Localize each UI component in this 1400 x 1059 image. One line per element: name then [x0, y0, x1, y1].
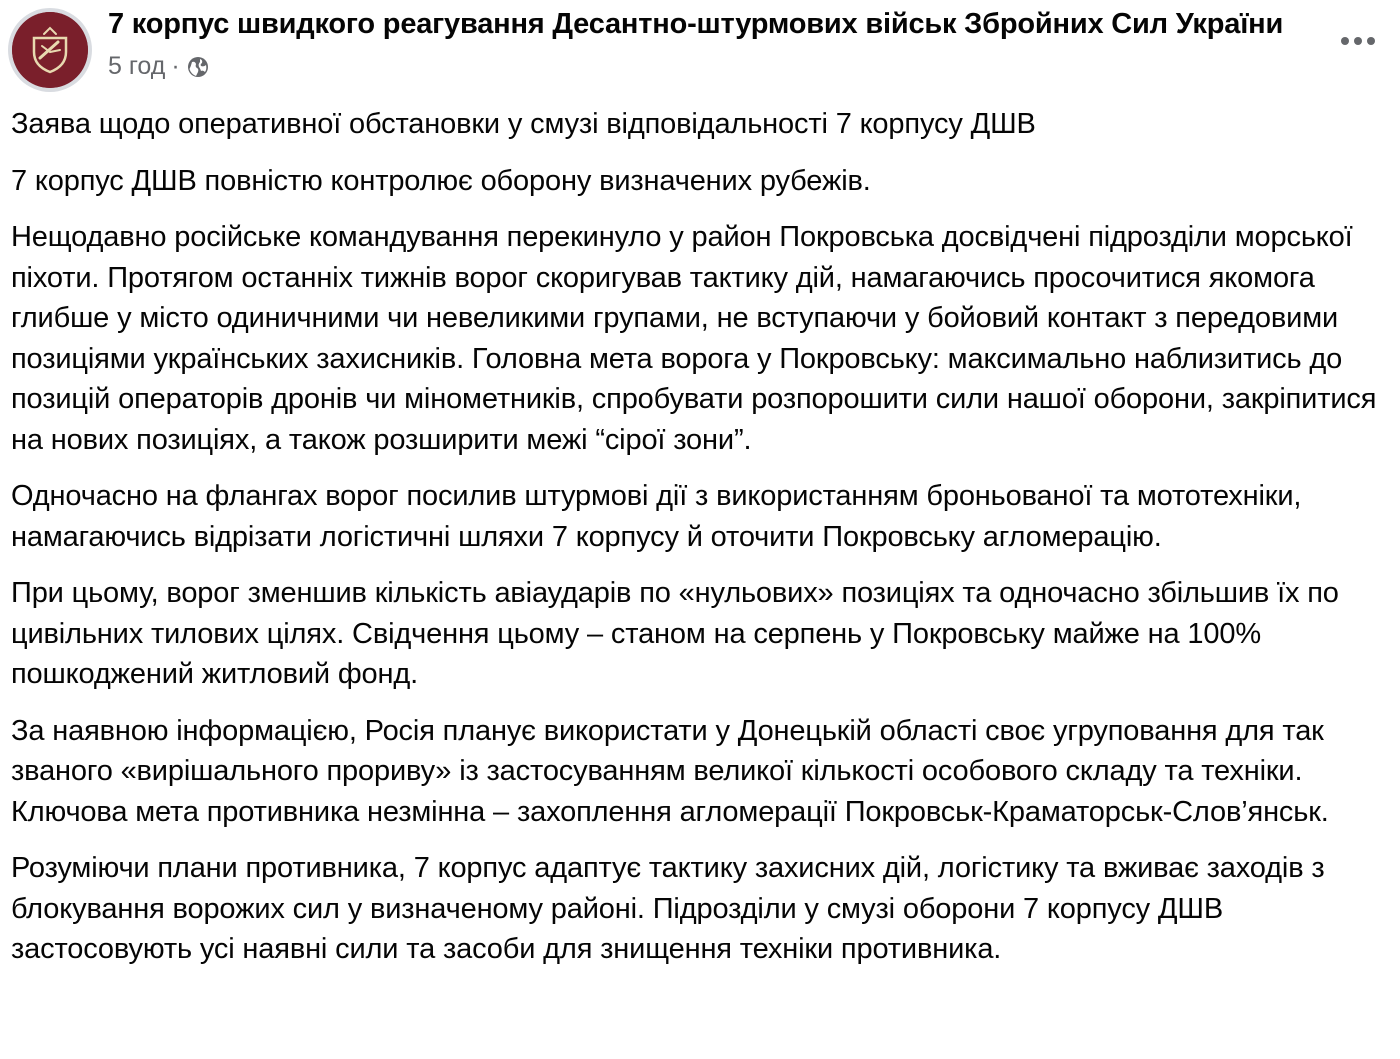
unit-emblem-icon: [12, 12, 88, 88]
meta-separator: ·: [171, 52, 180, 80]
post-paragraph: За наявною інформацією, Росія планує використати у Донецькій області своє угруповання для так званого «вирішального прориву» із застосуванням великої кількості особового складу та техніки. Ключова мета противника незмінна – захоплення агломерації Покровськ-Краматорськ-Слов’янськ.: [11, 714, 1329, 828]
post-paragraph: Нещодавно російське командування перекинуло у район Покровська досвідчені підрозділи морської піхоти. Протягом останніх тижнів ворог скоригував тактику дій, намагаючись просочитися якомога глибше у місто одиничними чи невеликими групами, не вступаючи у бойовий контакт з передовими позиціями українських захисників. Головна мета ворога у Покровську: максимально наблизитись до позицій операторів дронів чи мінометників, спробувати розпорошити сили нашої оборони, закріпитися на нових позиціях, а також розширити межі “сірої зони”.: [11, 221, 1377, 456]
avatar[interactable]: [8, 8, 92, 92]
post-text: [11, 104, 1396, 986]
more-options-icon: [1340, 33, 1376, 51]
author-name[interactable]: 7 корпус швидкого реагування Десантно-штурмових військ Збройних Сил України: [108, 8, 1284, 40]
post-paragraph: При цьому, ворог зменшив кількість авіаударів по «нульових» позиціях та одночасно збільшив їх по цивільних тилових цілях. Свідчення цьому – станом на серпень у Покровську майже на 100% пошкоджений житловий фонд.: [11, 577, 1339, 690]
more-options-button[interactable]: [1330, 22, 1386, 62]
post-paragraph: 7 корпус ДШВ повністю контролює оборону визначених рубежів.: [11, 164, 871, 197]
post-header: [0, 0, 1400, 100]
post-paragraph: Одночасно на флангах ворог посилив штурмові дії з використанням броньованої та мототехніки, намагаючись відрізати логістичні шляхи 7 корпусу й оточити Покровську агломерацію.: [11, 480, 1302, 553]
globe-icon[interactable]: [186, 55, 210, 79]
post-meta: [108, 52, 210, 81]
post-paragraph: Розуміючи плани противника, 7 корпус адаптує тактику захисних дій, логістику та вживає заходів з блокування ворожих сил у визначеному районі. Підрозділи у смузі оборони 7 корпусу ДШВ застосовують усі наявні сили та засоби для знищення техніки противника.: [11, 852, 1325, 965]
post-paragraph: Заява щодо оперативної обстановки у смузі відповідальності 7 корпусу ДШВ: [11, 108, 1036, 140]
post-time[interactable]: 5 год: [108, 52, 166, 80]
